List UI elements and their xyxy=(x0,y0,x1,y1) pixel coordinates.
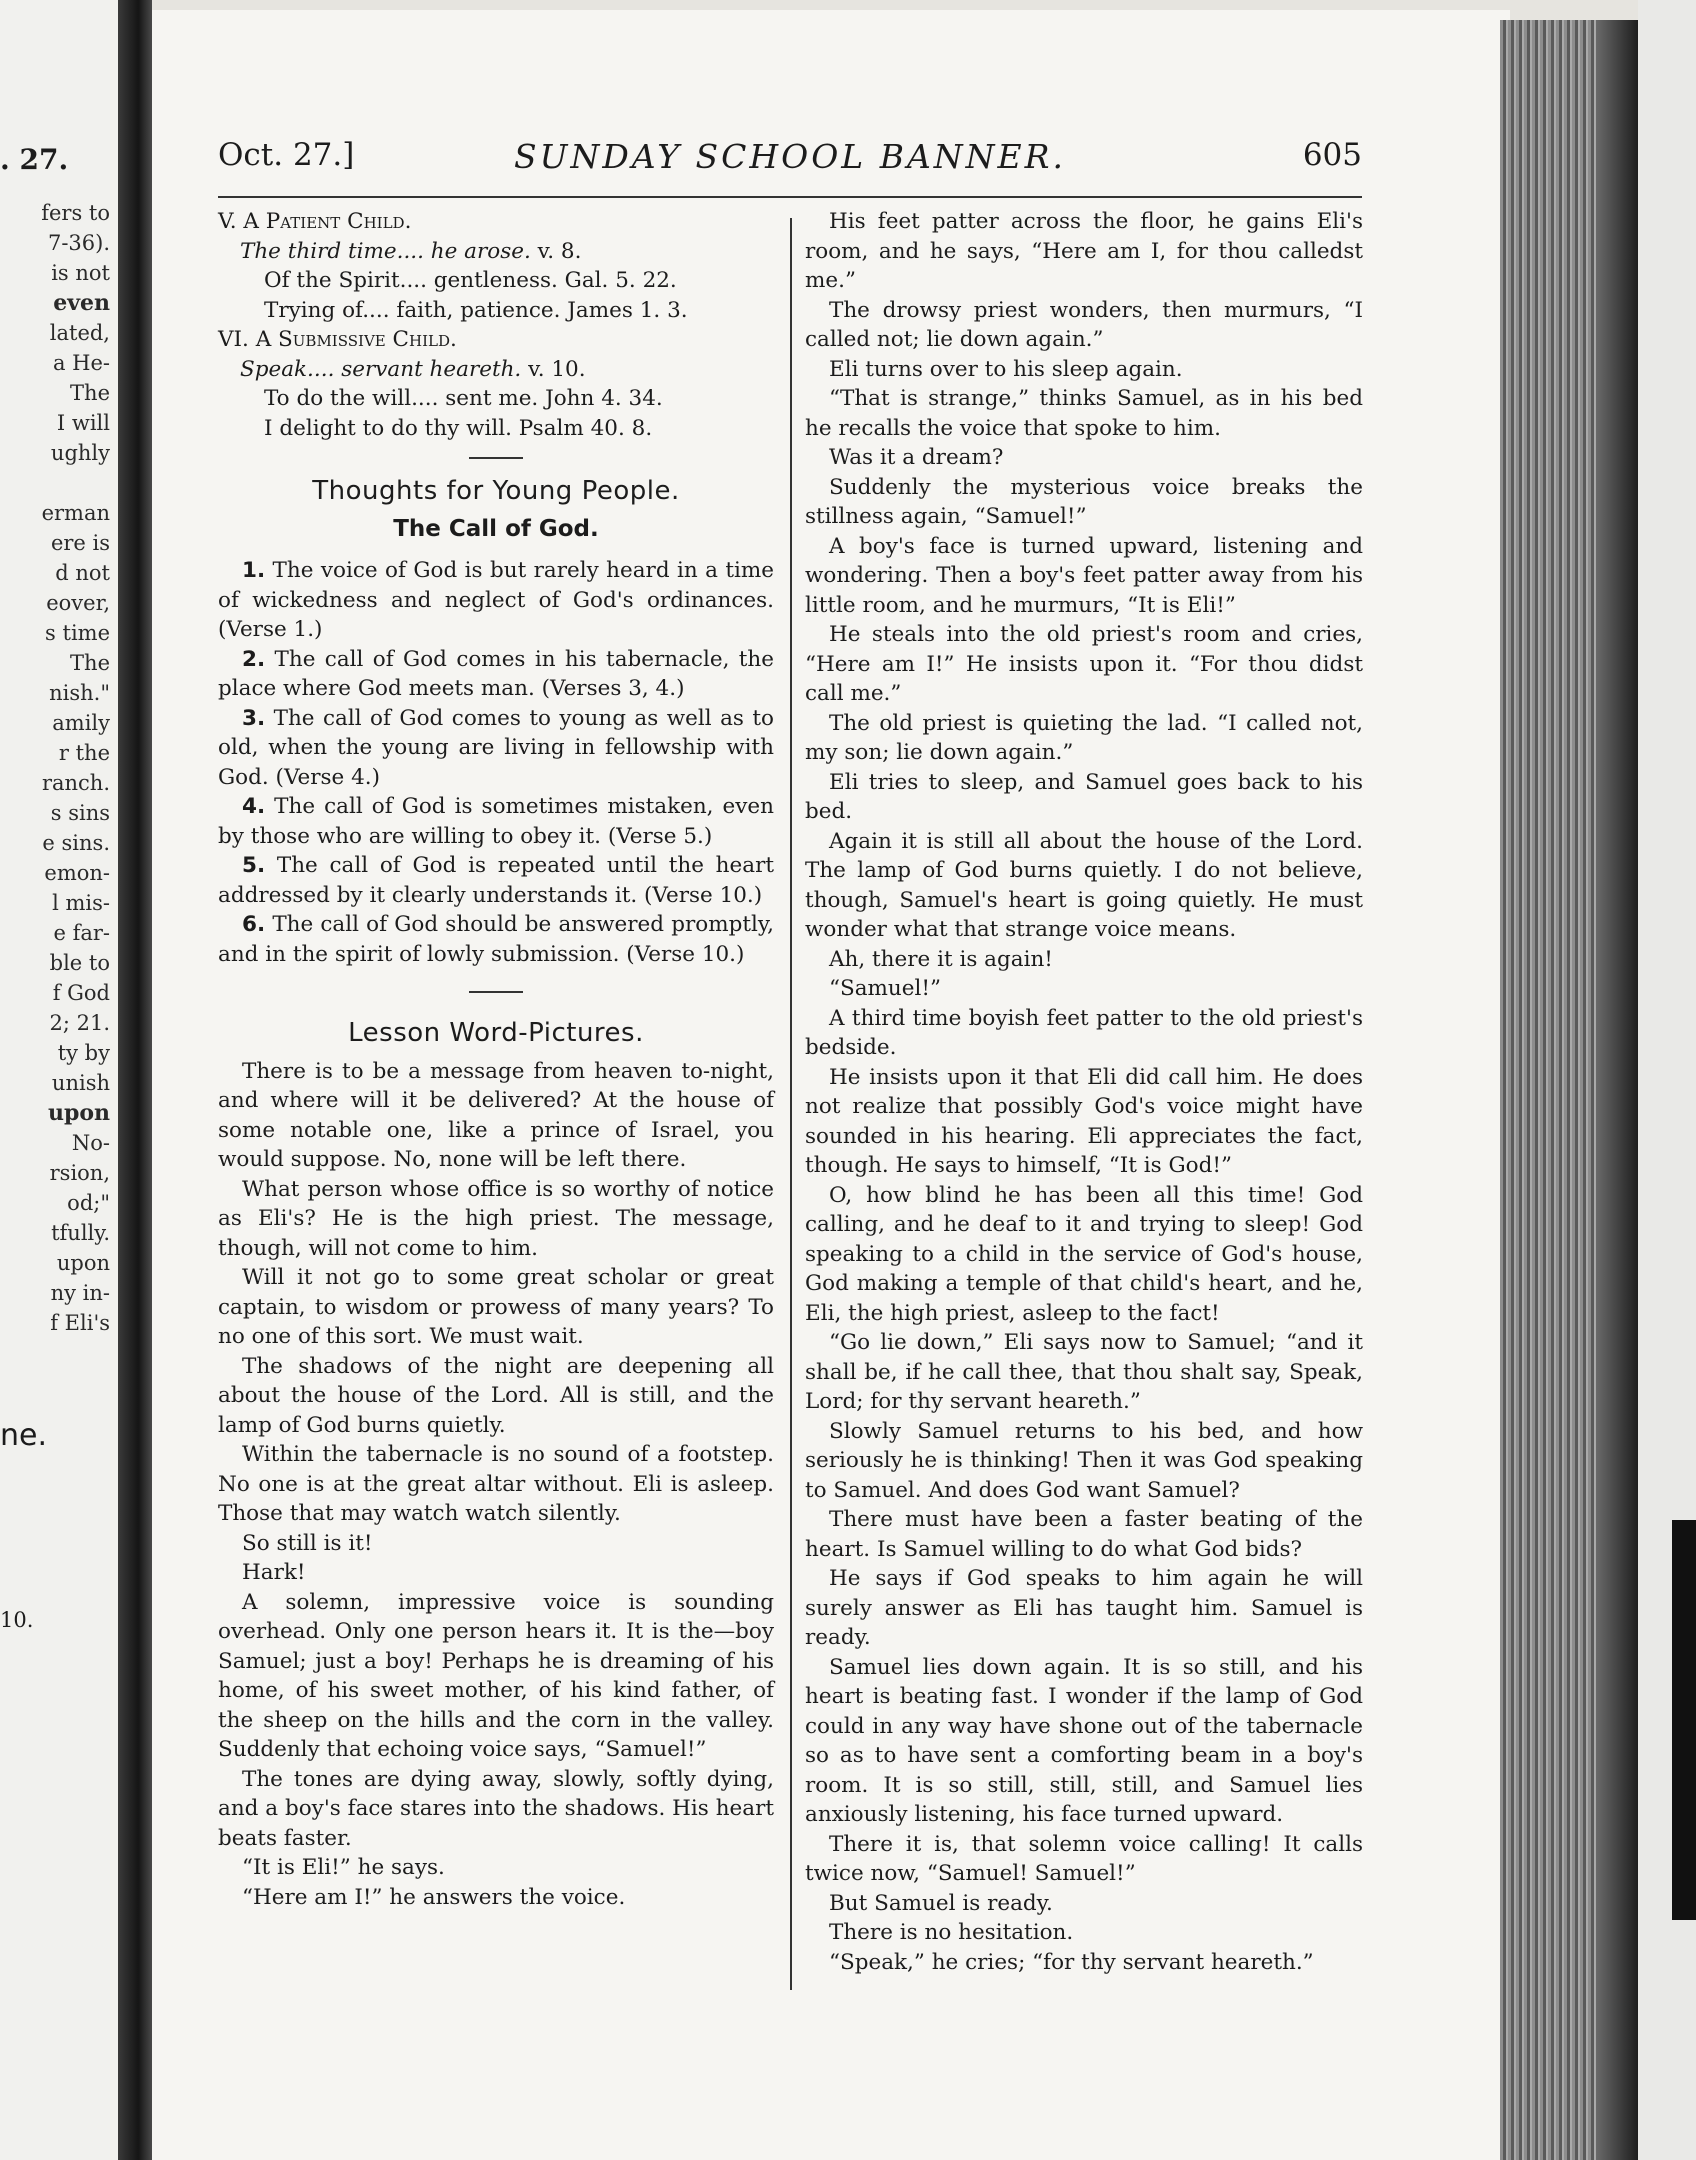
lesson-section xyxy=(218,1019,774,1912)
outline-item xyxy=(218,355,774,385)
fragment-line: 7-36). xyxy=(47,231,110,255)
outline-item-label: Trying of.... faith, patience. xyxy=(264,297,561,323)
lesson-paragraph: There is no hesitation. xyxy=(829,1920,1074,1945)
thought-item xyxy=(218,910,774,969)
lesson-paragraph: The old priest is quieting the lad. “I called not, my son; lie down again.” xyxy=(805,710,1363,765)
outline-item-label: The third time.... he arose. xyxy=(240,238,531,264)
fragment-line: ny in- xyxy=(50,1281,110,1305)
outline-item-ref: Gal. 5. 22. xyxy=(557,268,677,293)
right-column xyxy=(805,207,1363,1977)
header-date: Oct. 27.] xyxy=(218,137,355,173)
lesson-paragraph: “It is Eli!” he says. xyxy=(242,1855,445,1880)
lesson-paragraph: O, how blind he has been all this time! God calling, and he deaf to it and trying to sleep! God speaking to a child in the service of God's house, God making a temple of that child's heart, and he, Eli, the high priest, asleep to the fact! xyxy=(805,1182,1363,1326)
fragment-line: rsion, xyxy=(49,1161,110,1185)
fragment-line: e sins. xyxy=(42,831,110,855)
thought-number: 4. xyxy=(242,794,266,819)
fragment-line: f God xyxy=(52,981,110,1005)
thoughts-subtitle: The Call of God. xyxy=(393,515,599,542)
running-header xyxy=(218,137,1362,187)
lesson-paragraph: His feet patter across the floor, he gains Eli's room, and he says, “Here am I, for thou calledst me.” xyxy=(805,209,1363,293)
lesson-paragraph: He says if God speaks to him again he will surely answer as Eli has taught him. Samuel is ready. xyxy=(805,1566,1363,1650)
previous-page-header-fragment: . 27. xyxy=(0,143,69,176)
lesson-paragraph: There it is, that solemn voice calling! It calls twice now, “Samuel! Samuel!” xyxy=(805,1831,1363,1886)
lesson-paragraph: Again it is still all about the house of the Lord. The lamp of God burns quietly. I do not believe, though, Samuel's heart is going quietly. He must wonder what that strange voice means. xyxy=(805,828,1363,942)
header-title: SUNDAY SCHOOL BANNER. xyxy=(514,137,1066,176)
lesson-paragraph: Will it not go to some great scholar or great captain, to wisdom or prowess of many years? To no one of this sort. We must wait. xyxy=(218,1265,774,1349)
previous-page-number-fragment: 10. xyxy=(0,1608,34,1632)
thought-text: The call of God comes in his tabernacle, the place where God meets man. (Verses 3, 4.) xyxy=(218,646,774,701)
thought-text: The call of God is repeated until the heart addressed by it clearly understands it. (Verse 10.) xyxy=(218,853,774,908)
fragment-line: e far- xyxy=(53,921,110,945)
book-cover-edge xyxy=(1596,20,1638,2160)
fragment-line: unish xyxy=(51,1071,110,1095)
outline-item-ref: v. 10. xyxy=(521,356,586,382)
dark-edge-patch xyxy=(1672,1520,1696,1920)
fragment-line: ughly xyxy=(50,441,110,465)
fragment-line: d not xyxy=(55,561,110,585)
fragment-line: amily xyxy=(52,711,110,735)
lesson-paragraph: A third time boyish feet patter to the old priest's bedside. xyxy=(805,1005,1363,1060)
lesson-paragraph: A boy's face is turned upward, listening and wondering. Then a boy's feet patter away from his little room, and he murmurs, “It is Eli!” xyxy=(805,533,1363,618)
header-rule xyxy=(218,196,1362,198)
thoughts-title: Thoughts for Young People. xyxy=(312,476,680,506)
thought-text: The voice of God is but rarely heard in a time of wickedness and neglect of God's ordinances. (Verse 1.) xyxy=(218,558,774,642)
fragment-line xyxy=(0,468,110,498)
outline-item-ref: James 1. 3. xyxy=(560,297,688,323)
thought-item xyxy=(218,645,774,704)
lesson-paragraph: The tones are dying away, slowly, softly dying, and a boy's face stares into the shadows. His heart beats faster. xyxy=(218,1766,774,1851)
outline-subitem xyxy=(218,266,774,296)
lesson-paragraph: Hark! xyxy=(242,1560,306,1585)
thought-number: 3. xyxy=(242,705,266,731)
outline-heading: VI. A Submissive Child. xyxy=(218,327,457,352)
lesson-paragraph: The drowsy priest wonders, then murmurs, “I called not; lie down again.” xyxy=(805,297,1363,352)
fragment-line: tfully. xyxy=(51,1221,110,1245)
outline-item-ref: John 4. 34. xyxy=(538,386,663,411)
lesson-paragraph: Slowly Samuel returns to his bed, and how seriously he is thinking! Then it was God speaking to Samuel. And does God want Samuel? xyxy=(805,1418,1363,1503)
fragment-line: emon- xyxy=(44,861,110,885)
lesson-outline xyxy=(218,207,774,443)
previous-page-text-fragments xyxy=(0,198,110,1338)
outline-item-label: Speak.... servant heareth. xyxy=(240,356,522,382)
lesson-paragraph: Ah, there it is again! xyxy=(829,946,1053,972)
thought-item xyxy=(218,704,774,793)
fragment-line: r the xyxy=(58,741,110,765)
outline-item-ref: v. 8. xyxy=(530,238,582,264)
section-divider xyxy=(469,457,523,459)
fragment-line: fers to xyxy=(41,201,110,225)
thought-number: 6. xyxy=(242,912,266,937)
fragment-line: od;" xyxy=(67,1191,110,1215)
previous-page-heading-fragment: ne. xyxy=(0,1418,48,1453)
lesson-paragraph: But Samuel is ready. xyxy=(829,1890,1053,1916)
lesson-paragraph: Within the tabernacle is no sound of a footstep. No one is at the great altar without. Eli is asleep. Those that may watch watch silently. xyxy=(218,1442,774,1526)
outline-item-label: To do the will.... sent me. xyxy=(264,386,539,411)
lesson-title: Lesson Word-Pictures. xyxy=(348,1018,644,1048)
fragment-line: erman xyxy=(41,501,110,525)
lesson-paragraph: “Samuel!” xyxy=(829,976,942,1001)
lesson-paragraph: “That is strange,” thinks Samuel, as in his bed he recalls the voice that spoke to him. xyxy=(805,386,1363,441)
fragment-line: ble to xyxy=(49,951,110,975)
fragment-line: The xyxy=(70,651,110,675)
previous-page-margin xyxy=(0,0,128,2160)
lesson-paragraph: “Here am I!” he answers the voice. xyxy=(242,1884,626,1910)
outline-item-ref: Psalm 40. 8. xyxy=(511,415,653,441)
lesson-paragraph: What person whose office is so worthy of notice as Eli's? He is the high priest. The message, though, will not come to him. xyxy=(218,1176,774,1261)
fragment-line: l mis- xyxy=(52,891,110,915)
fragment-line: upon xyxy=(56,1251,110,1275)
outline-item-label: Of the Spirit.... gentleness. xyxy=(264,268,558,293)
lesson-paragraph: A solemn, impressive voice is sounding overhead. Only one person hears it. It is the—boy Samuel; just a boy! Perhaps he is dreaming of his home, of his sweet mother, of his kind father, of the sheep on the hills and the corn in the valley. Suddenly that echoing voice says, “Samuel!” xyxy=(218,1589,774,1762)
fragment-line: s sins xyxy=(50,801,110,825)
thought-number: 1. xyxy=(242,558,266,583)
lesson-paragraph: Suddenly the mysterious voice breaks the stillness again, “Samuel!” xyxy=(805,474,1363,529)
lesson-paragraph: Eli tries to sleep, and Samuel goes back to his bed. xyxy=(805,769,1363,824)
fragment-line: The xyxy=(70,381,110,405)
fragment-line: ranch. xyxy=(41,771,110,795)
lesson-paragraph: Eli turns over to his sleep again. xyxy=(829,356,1183,382)
fragment-line: No- xyxy=(71,1131,110,1155)
outline-item-label: I delight to do thy will. xyxy=(264,415,512,441)
fragment-line: 2; 21. xyxy=(49,1011,110,1035)
thought-text: The call of God should be answered promptly, and in the spirit of lowly submission. (Verse 10.) xyxy=(218,912,774,967)
book-spine-gutter xyxy=(118,0,152,2160)
outline-subitem xyxy=(218,384,774,414)
outline-subitem xyxy=(218,296,774,326)
lesson-paragraph: “Go lie down,” Eli says now to Samuel; “and it shall be, if he call thee, that thou shalt say, Speak, Lord; for thy servant heareth.” xyxy=(805,1330,1363,1414)
fragment-line: ty by xyxy=(57,1041,110,1065)
fragment-line: eover, xyxy=(46,591,110,615)
lesson-paragraph: He insists upon it that Eli did call him. He does not realize that possibly God's voice might have sounded in his hearing. Eli appreciates the fact, though. He says to himself, “It is God!” xyxy=(805,1064,1363,1178)
outline-heading: V. A Patient Child. xyxy=(218,209,412,234)
page-number: 605 xyxy=(1302,137,1362,173)
fragment-line: upon xyxy=(47,1100,110,1126)
fragment-line: lated, xyxy=(49,321,110,345)
fragment-line: even xyxy=(53,290,110,316)
fragment-line: ere is xyxy=(50,531,110,555)
left-column xyxy=(218,207,774,1912)
fragment-line: is not xyxy=(51,261,110,285)
fragment-line: s time xyxy=(45,621,110,645)
outline-subitem xyxy=(218,414,774,444)
outline-item xyxy=(218,237,774,267)
lesson-paragraph: He steals into the old priest's room and cries, “Here am I!” He insists upon it. “For thou didst call me.” xyxy=(805,622,1363,706)
fragment-line: nish." xyxy=(49,681,110,705)
thought-item xyxy=(218,851,774,910)
thought-item xyxy=(218,556,774,645)
fragment-line: f Eli's xyxy=(50,1311,110,1335)
fragment-line: a He- xyxy=(52,351,110,375)
section-divider xyxy=(469,991,523,993)
lesson-paragraph: “Speak,” he cries; “for thy servant heareth.” xyxy=(829,1949,1314,1975)
thought-item xyxy=(218,792,774,851)
lesson-paragraph: There is to be a message from heaven to-night, and where will it be delivered? At the house of some notable one, like a prince of Israel, you would suppose. No, none will be left there. xyxy=(218,1058,774,1172)
thought-number: 5. xyxy=(242,853,266,878)
thought-number: 2. xyxy=(242,646,266,672)
thought-text: The call of God is sometimes mistaken, even by those who are willing to obey it. (Verse 5.) xyxy=(218,794,774,849)
thought-text: The call of God comes to young as well as to old, when the young are living in fellowship with God. (Verse 4.) xyxy=(218,705,774,790)
column-divider xyxy=(790,218,792,1990)
thoughts-section xyxy=(218,477,774,969)
lesson-paragraph: So still is it! xyxy=(242,1530,373,1556)
lesson-paragraph: The shadows of the night are deepening all about the house of the Lord. All is still, and the lamp of God burns quietly. xyxy=(218,1353,774,1438)
fragment-line: I will xyxy=(56,411,110,435)
lesson-paragraph: There must have been a faster beating of the heart. Is Samuel willing to do what God bids? xyxy=(805,1507,1363,1562)
page-edges xyxy=(1500,20,1596,2160)
lesson-paragraph: Was it a dream? xyxy=(829,445,1004,470)
lesson-paragraph: Samuel lies down again. It is so still, and his heart is beating fast. I wonder if the lamp of God could in any way have shone out of the tabernacle so as to have sent a comforting beam in a boy's room. It is so still, still, still, and Samuel lies anxiously listening, his face turned upward. xyxy=(805,1654,1363,1827)
